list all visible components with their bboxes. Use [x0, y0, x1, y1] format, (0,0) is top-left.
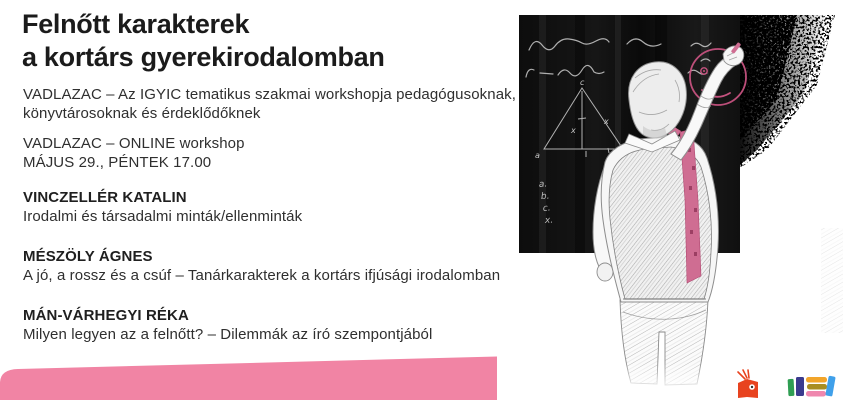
event-info [23, 135, 245, 172]
event-format: VADLAZAC – ONLINE workshop [23, 135, 245, 152]
teacher-blackboard-illustration [505, 0, 845, 400]
triangle-x-mark: x [571, 126, 576, 135]
title-line2: a kortárs gyerekirodalomban [22, 42, 385, 72]
speaker-block [23, 248, 500, 285]
intro-line1: VADLAZAC – Az IGYIC tematikus szakmai workshopja pedagógusoknak, [23, 86, 517, 103]
intro-line2: könyvtárosoknak és érdeklődőknek [23, 104, 261, 122]
event-datetime: MÁJUS 29., PÉNTEK 17.00 [23, 153, 212, 171]
speaker-name: MÁN-VÁRHEGYI RÉKA [23, 307, 189, 324]
chalk-list-item: x. [544, 215, 554, 226]
teacher-left-hand [597, 263, 613, 281]
triangle-x-mark: x [604, 117, 609, 126]
sketch-texture [821, 228, 843, 333]
teacher-trousers [615, 300, 715, 392]
speaker-name: VINCZELLÉR KATALIN [23, 189, 187, 206]
speaker-topic: Milyen legyen az a felnőtt? – Dilemmák az író szempontjából [23, 325, 433, 343]
bookshelf-logo [788, 376, 836, 397]
chalk-list-item: c. [542, 203, 552, 214]
speaker-topic: Irodalmi és társadalmi minták/ellenminták [23, 207, 303, 225]
chalk-list-item: a. [538, 179, 548, 190]
chalk-list-item: b. [540, 191, 550, 202]
triangle-label-left: a [535, 151, 540, 160]
red-book-logo [738, 370, 758, 398]
intro-text [23, 86, 516, 123]
speaker-block [23, 189, 302, 226]
title-line1: Felnőtt karakterek [22, 9, 250, 39]
triangle-label-top: c [580, 78, 585, 87]
pink-band-decoration [0, 350, 500, 400]
page-title [22, 8, 385, 74]
speaker-block [23, 307, 432, 344]
speaker-topic: A jó, a rossz és a csúf – Tanárkarakterek a kortárs ifjúsági irodalomban [23, 266, 501, 284]
speaker-name: MÉSZÖLY ÁGNES [23, 248, 153, 265]
